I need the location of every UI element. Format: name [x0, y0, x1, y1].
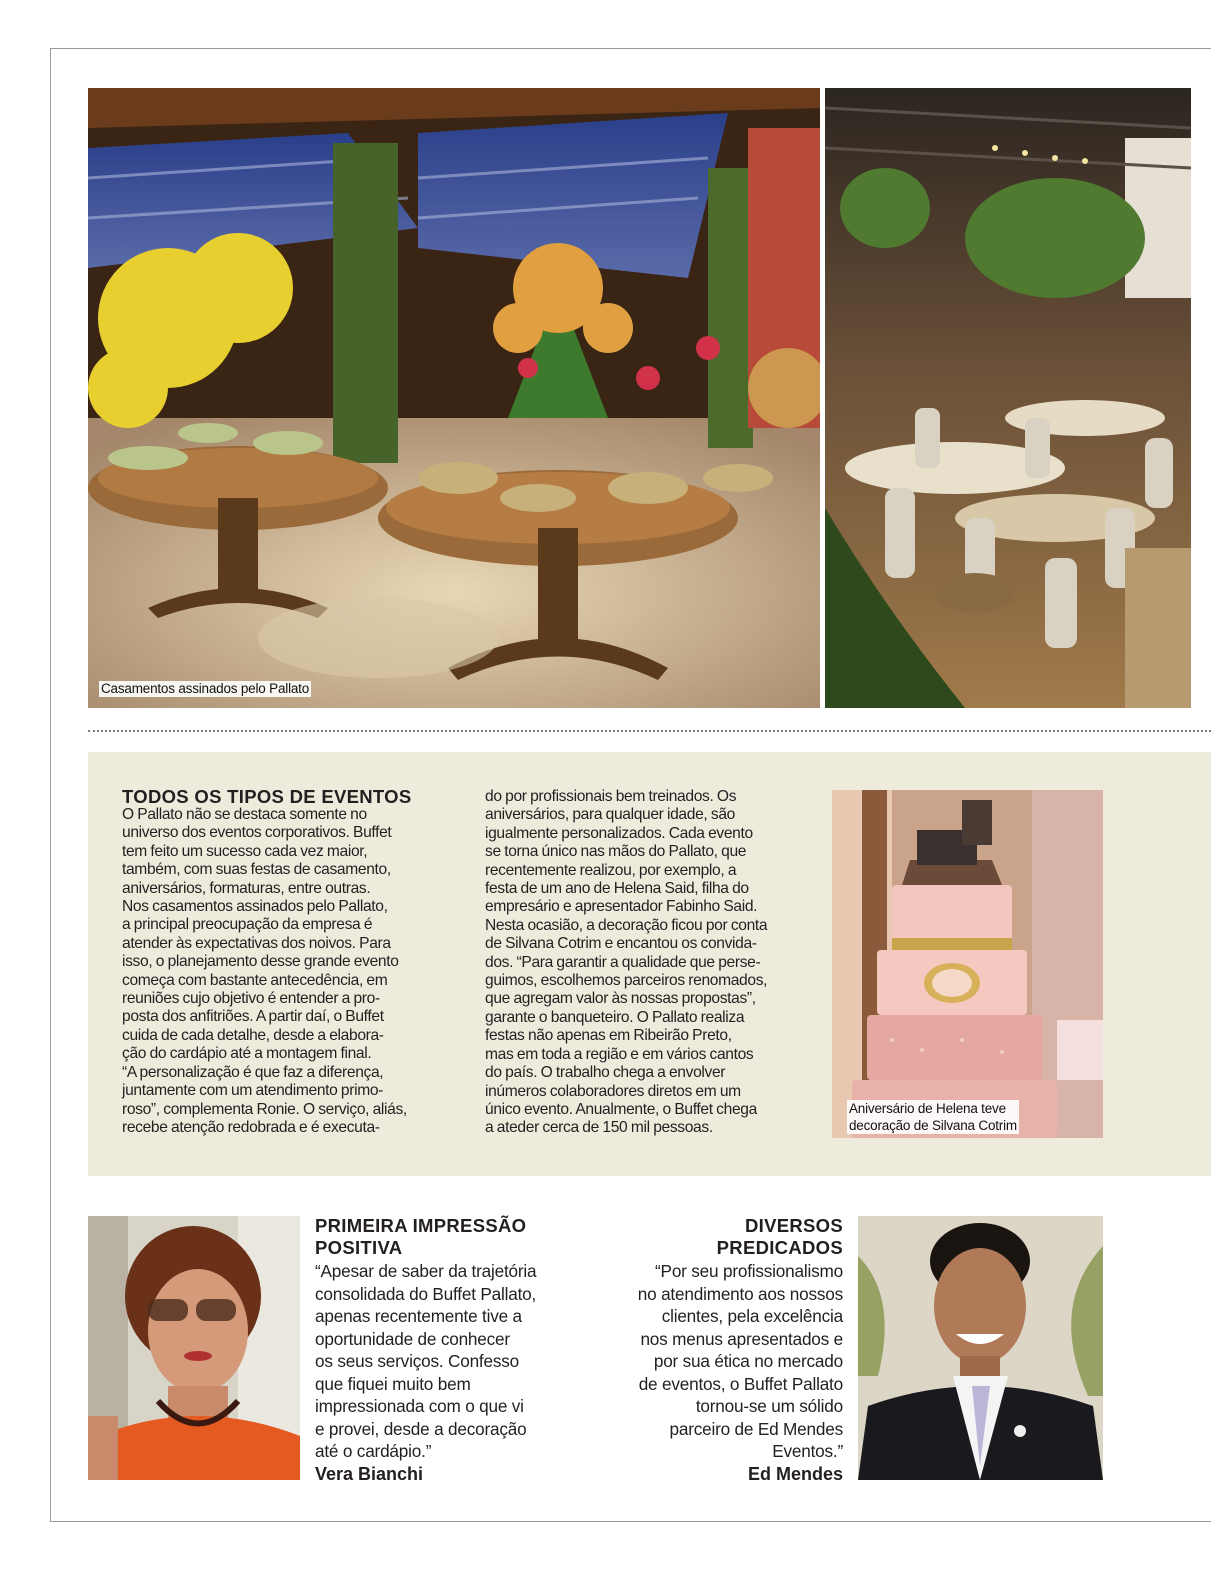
events-column-1	[122, 806, 462, 1137]
testimonial-left-quote	[315, 1260, 575, 1463]
quote-line: até o cardápio.”	[315, 1441, 432, 1461]
events-col2-line: do país. O trabalho chega a envolver	[485, 1064, 726, 1082]
quote-line: os seus serviços. Confesso	[315, 1351, 520, 1371]
quote-line: clientes, pela excelência	[661, 1306, 843, 1326]
testimonial-left-author: Vera Bianchi	[315, 1464, 424, 1484]
events-col2-line: dos. “Para garantir a qualidade que perse-	[485, 953, 761, 971]
testimonial-right-title-line-1: DIVERSOS	[744, 1215, 843, 1236]
events-column-2	[485, 788, 825, 1138]
cake-caption-line-1: Aniversário de Helena teve	[849, 1101, 1006, 1116]
testimonial-left-title	[315, 1215, 526, 1259]
quote-line: por sua ética no mercado	[653, 1351, 843, 1371]
events-col1-line: O Pallato não se destaca somente no	[122, 806, 367, 823]
quote-line: parceiro de Ed Mendes	[669, 1418, 843, 1439]
events-col2-line: a ateder cerca de 150 mil pessoas.	[485, 1119, 713, 1137]
quote-line: apenas recentemente tive a	[315, 1306, 522, 1326]
events-col1-line: aniversários, formaturas, entre outras.	[122, 879, 371, 897]
events-col2-line: se torna único nas mãos do Pallato, que	[485, 843, 747, 861]
quote-line: que fiquei muito bem	[315, 1373, 471, 1394]
events-col1-line: a principal preocupação da empresa é	[122, 916, 373, 934]
events-col1-line: posta dos anfitriões. A partir daí, o Buffet	[122, 1008, 384, 1026]
testimonial-left-title-line-2: POSITIVA	[315, 1237, 403, 1258]
quote-line: de eventos, o Buffet Pallato	[638, 1373, 843, 1394]
quote-line: e provei, desde a decoração	[315, 1418, 527, 1439]
events-col2-line: Nesta ocasião, a decoração ficou por conta	[485, 916, 768, 934]
birthday-cake-photo	[832, 790, 1103, 1138]
quote-line: “Apesar de saber da trajetória	[315, 1261, 537, 1281]
events-col2-line: recentemente realizou, por exemplo, a	[485, 861, 737, 879]
cake-photo-caption	[847, 1100, 1019, 1134]
events-col1-line: juntamente com um atendimento primo-	[122, 1082, 384, 1100]
testimonial-right-quote	[578, 1260, 843, 1463]
events-col2-line: único evento. Anualmente, o Buffet chega	[485, 1100, 757, 1118]
quote-line: oportunidade de conhecer	[315, 1328, 510, 1349]
events-col2-line: guimos, escolhemos parceiros renomados,	[485, 972, 768, 990]
quote-line: “Por seu profissionalismo	[655, 1261, 843, 1281]
testimonial-right-title-line-2: PREDICADOS	[716, 1237, 843, 1258]
events-col1-line: começa com bastante antecedência, em	[122, 971, 388, 989]
cake-caption-line-2: decoração de Silvana Cotrim	[849, 1118, 1017, 1133]
events-col1-line: “A personalização é que faz a diferença,	[122, 1063, 384, 1081]
events-col2-line: empresário e apresentador Fabinho Said.	[485, 898, 758, 916]
testimonial-right-author: Ed Mendes	[747, 1464, 843, 1484]
events-col1-line: recebe atenção redobrada e é executa-	[122, 1118, 380, 1136]
events-col1-line: universo dos eventos corporativos. Buffet	[122, 824, 392, 842]
section-divider	[88, 730, 1211, 732]
quote-line: impressionada com o que vi	[315, 1396, 524, 1416]
quote-line: tornou-se um sólido	[695, 1396, 843, 1416]
events-col2-line: que agregam valor às nossas propostas”,	[485, 990, 756, 1008]
quote-line: no atendimento aos nossos	[637, 1283, 843, 1304]
quote-line: consolidada do Buffet Pallato,	[315, 1283, 537, 1304]
events-col2-line: de Silvana Cotrim e encantou os convida-	[485, 935, 757, 953]
events-col2-line: garante o banqueteiro. O Pallato realiza	[485, 1008, 745, 1026]
events-col2-line: igualmente personalizados. Cada evento	[485, 824, 753, 842]
testimonial-right-title	[583, 1215, 843, 1259]
events-col1-line: tem feito um sucesso cada vez maior,	[122, 842, 368, 860]
events-col1-line: atender às expectativas dos noivos. Para	[122, 934, 391, 952]
events-col2-line: festas não apenas em Ribeirão Preto,	[485, 1027, 732, 1045]
quote-line: Eventos.”	[772, 1441, 843, 1461]
events-col2-line: inúmeros colaboradores diretos em um	[485, 1082, 741, 1100]
events-col2-line: festa de um ano de Helena Said, filha do	[485, 880, 749, 898]
events-col1-line: reuniões cujo objetivo é entender a pro-	[122, 990, 380, 1008]
banquet-hall-photo	[825, 88, 1191, 708]
quote-line: nos menus apresentados e	[640, 1328, 843, 1349]
wedding-photo-caption: Casamentos assinados pelo Pallato	[101, 681, 310, 696]
events-col2-line: aniversários, para qualquer idade, são	[485, 806, 735, 824]
testimonial-left-title-line-1: PRIMEIRA IMPRESSÃO	[315, 1215, 527, 1236]
wedding-tables-photo	[88, 88, 820, 708]
vera-bianchi-portrait	[88, 1216, 300, 1480]
events-col1-line: Nos casamentos assinados pelo Pallato,	[122, 898, 388, 916]
events-col2-line: do por profissionais bem treinados. Os	[485, 788, 737, 805]
events-col1-line: ção do cardápio até a montagem final.	[122, 1045, 372, 1063]
events-col1-line: cuida de cada detalhe, desde a elabora-	[122, 1026, 384, 1044]
events-col2-line: mas em toda a região e em vários cantos	[485, 1045, 754, 1063]
events-col1-line: isso, o planejamento desse grande evento	[122, 953, 399, 971]
events-col1-line: também, com suas festas de casamento,	[122, 861, 391, 879]
ed-mendes-portrait	[858, 1216, 1103, 1480]
events-col1-line: roso”, complementa Ronie. O serviço, aliás,	[122, 1100, 407, 1118]
events-section-title: TODOS OS TIPOS DE EVENTOS	[122, 786, 412, 807]
